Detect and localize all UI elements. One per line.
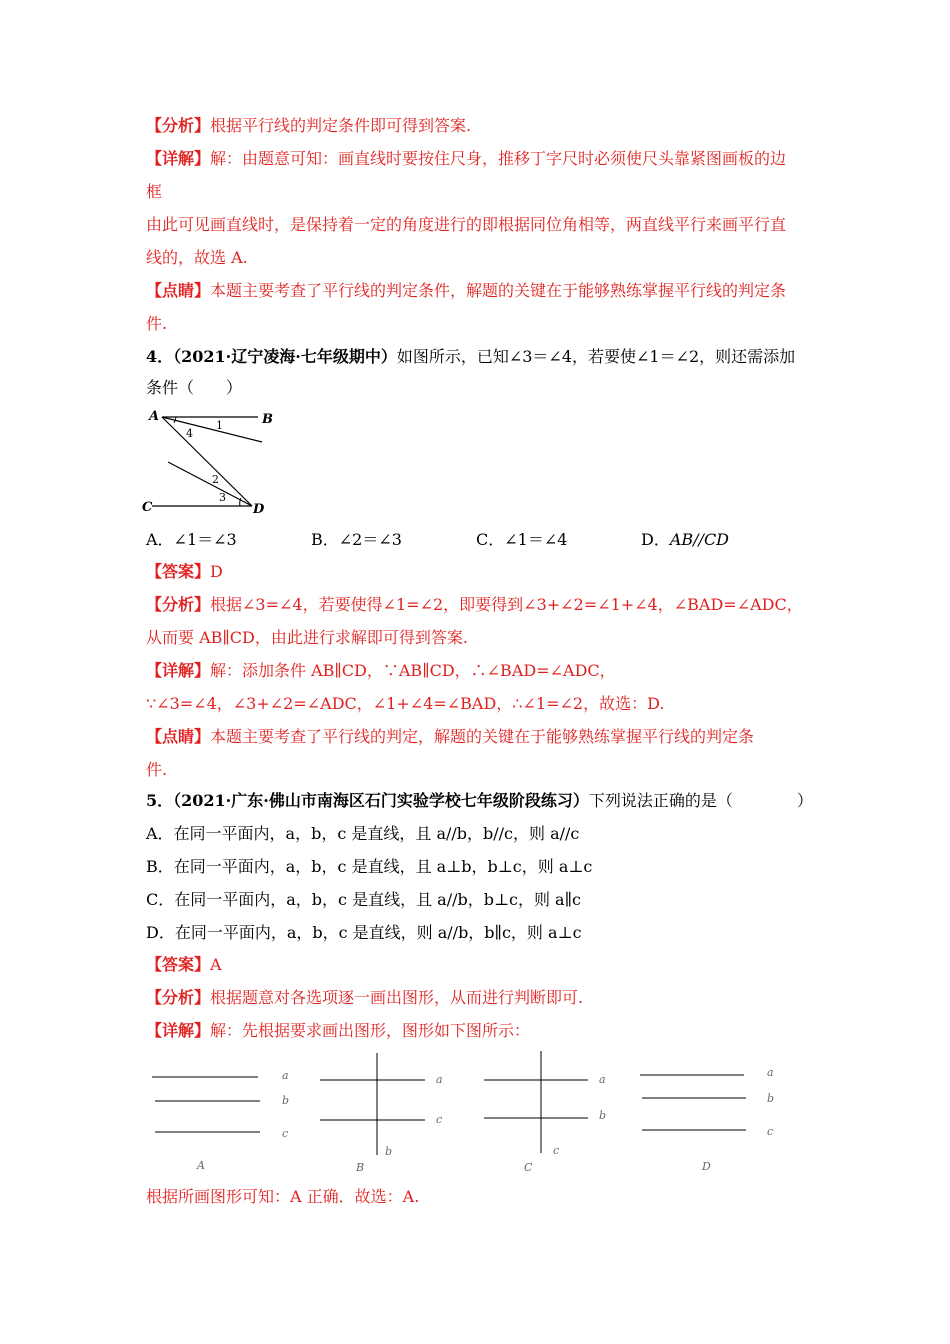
label-2: 2 — [212, 473, 219, 486]
figure-b — [320, 1053, 443, 1174]
fig-b-caption: B — [356, 1161, 365, 1174]
question-number: 4． — [146, 347, 174, 366]
question-number: 5． — [146, 791, 174, 810]
question-text: 如图所示，已知∠3＝∠4，若要使∠1＝∠2，则还需添加 — [396, 347, 796, 366]
detail-text: 解：由题意可知：画直线时要按住尺身，推移丁字尺时必须使尺头靠紧图画板的边 — [210, 149, 787, 168]
q3-detail — [146, 148, 786, 170]
ray-a — [162, 417, 262, 442]
fig-b-label-b: b — [385, 1145, 393, 1158]
label-B: B — [262, 412, 273, 427]
fig-a-label-b: b — [282, 1094, 290, 1107]
q4-comment-cont: 件. — [146, 760, 168, 779]
analysis-tag: 【分析】 — [146, 595, 211, 614]
figure-a — [152, 1069, 289, 1172]
detail-tag: 【详解】 — [146, 661, 211, 680]
fig-c-label-c: c — [553, 1144, 560, 1157]
q4-analysis — [146, 594, 803, 616]
q4-option-d — [641, 529, 729, 551]
figure-d — [640, 1066, 774, 1173]
analysis-tag: 【分析】 — [146, 116, 211, 135]
q5-option-d: D．在同一平面内，a，b，c 是直线，则 a//b，b∥c，则 a⊥c — [146, 923, 582, 942]
q5-answer — [146, 954, 222, 976]
q5-option-a: A．在同一平面内，a，b，c 是直线，且 a//b，b//c，则 a//c — [146, 824, 580, 843]
q4-stem — [146, 346, 795, 368]
analysis-tag: 【分析】 — [146, 988, 211, 1007]
option-d-math: AB//CD — [669, 530, 730, 549]
fig-d-label-a: a — [767, 1066, 774, 1079]
analysis-text: 根据∠3=∠4，若要使得∠1=∠2，即要得到∠3+∠2=∠1+∠4，∠BAD=∠ADC， — [210, 595, 803, 614]
q5-detail — [146, 1020, 530, 1042]
q5-analysis — [146, 987, 583, 1009]
comment-tag: 【点睛】 — [146, 281, 211, 300]
answer-value: D — [210, 562, 223, 581]
analysis-text: 根据题意对各选项逐一画出图形，从而进行判断即可. — [210, 988, 584, 1007]
fig-b-label-a: a — [436, 1073, 443, 1086]
figure-c — [484, 1051, 606, 1174]
label-C: C — [142, 500, 153, 515]
q5-conclusion: 根据所画图形可知：A 正确．故选：A. — [146, 1187, 420, 1206]
label-1: 1 — [216, 419, 223, 432]
option-d-prefix: D． — [641, 530, 670, 549]
comment-tag: 【点睛】 — [146, 727, 211, 746]
answer-value: A — [210, 955, 222, 974]
q5-figures — [140, 1045, 800, 1180]
q4-detail — [146, 660, 616, 682]
q5-option-c: C．在同一平面内，a，b，c 是直线，且 a//b，b⊥c，则 a∥c — [146, 890, 581, 909]
q3-detail-cont: 由此可见画直线时，是保持着一定的角度进行的即根据同位角相等，两直线平行来画平行直 — [146, 215, 787, 234]
analysis-text: 根据平行线的判定条件即可得到答案. — [210, 116, 472, 135]
fig-a-label-a: a — [282, 1069, 289, 1082]
question-source: （2021·辽宁凌海·七年级期中） — [173, 347, 397, 366]
q4-figure — [140, 405, 280, 520]
detail-tag: 【详解】 — [146, 149, 211, 168]
q3-comment-cont: 件. — [146, 314, 168, 333]
label-4: 4 — [186, 427, 193, 440]
fig-c-label-b: b — [599, 1109, 607, 1122]
answer-tag: 【答案】 — [146, 955, 211, 974]
line-ad — [162, 417, 252, 506]
q4-option-c: C．∠1＝∠4 — [476, 530, 568, 549]
comment-text: 本题主要考查了平行线的判定条件，解题的关键在于能够熟练掌握平行线的判定条 — [210, 281, 787, 300]
label-3: 3 — [219, 491, 226, 504]
q4-option-a: A．∠1＝∠3 — [146, 530, 237, 549]
q4-answer — [146, 561, 223, 583]
fig-d-caption: D — [702, 1160, 711, 1173]
q4-analysis-cont: 从而要 AB∥CD，由此进行求解即可得到答案. — [146, 628, 468, 647]
detail-text: 解：添加条件 AB∥CD，∵AB∥CD，∴∠BAD=∠ADC， — [210, 661, 616, 680]
fig-c-label-a: a — [599, 1073, 606, 1086]
q3-detail-cont: 线的，故选 A. — [146, 248, 248, 267]
label-D: D — [253, 502, 265, 517]
question-source: （2021·广东·佛山市南海区石门实验学校七年级阶段练习） — [173, 791, 589, 810]
q5-option-b: B．在同一平面内，a，b，c 是直线，且 a⊥b，b⊥c，则 a⊥c — [146, 857, 593, 876]
fig-b-label-c: c — [436, 1113, 443, 1126]
q4-detail-cont: ∵∠3=∠4，∠3+∠2=∠ADC，∠1+∠4=∠BAD，∴∠1=∠2，故选：D. — [146, 694, 665, 713]
q3-detail-cont: 框 — [146, 182, 163, 201]
answer-tag: 【答案】 — [146, 562, 211, 581]
label-A: A — [149, 409, 160, 424]
ray-d — [168, 462, 252, 506]
fig-d-label-b: b — [767, 1092, 775, 1105]
q4-stem-cont: 条件（ ） — [146, 378, 243, 397]
q3-comment — [146, 280, 786, 302]
fig-c-caption: C — [524, 1161, 533, 1174]
q4-comment — [146, 726, 754, 748]
fig-d-label-c: c — [767, 1125, 774, 1138]
question-text: 下列说法正确的是（ ） — [588, 791, 813, 810]
q5-stem — [146, 790, 813, 812]
q4-option-b: B．∠2＝∠3 — [311, 530, 402, 549]
fig-a-label-c: c — [282, 1127, 289, 1140]
comment-text: 本题主要考查了平行线的判定，解题的关键在于能够熟练掌握平行线的判定条 — [210, 727, 755, 746]
detail-text: 解：先根据要求画出图形，图形如下图所示： — [210, 1021, 531, 1040]
q3-analysis — [146, 115, 471, 137]
detail-tag: 【详解】 — [146, 1021, 211, 1040]
fig-a-caption: A — [197, 1159, 205, 1172]
